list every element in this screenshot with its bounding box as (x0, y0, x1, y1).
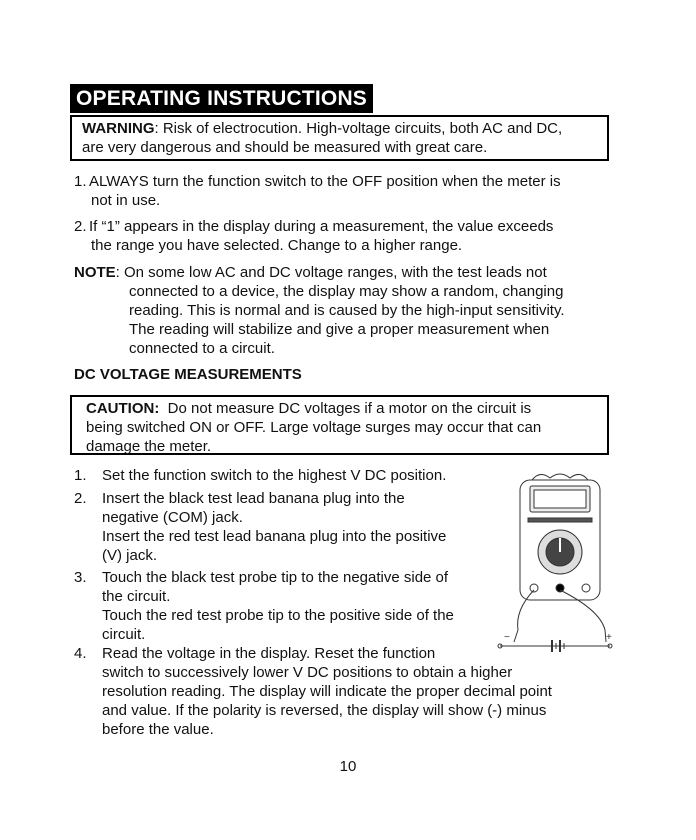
warning-line-1 (82, 119, 607, 138)
step-number: 1. (74, 467, 87, 484)
caution-line-1 (86, 399, 607, 418)
black-lead (518, 590, 534, 630)
section-title: OPERATING INSTRUCTIONS (70, 84, 373, 113)
note-text-3: reading. This is normal and is caused by the high-input sensitivity. (129, 302, 565, 319)
item-text-line: If “1” appears in the display during a measurement, the value exceeds (89, 218, 554, 235)
multimeter-icon (498, 474, 612, 652)
caution-text-1: Do not measure DC voltages if a motor on the circuit is (167, 400, 532, 417)
com-jack (530, 584, 538, 592)
warning-label: WARNING (82, 120, 155, 137)
step-text-line: the circuit. (102, 588, 171, 605)
page-number: 10 (339, 758, 357, 775)
item-text-line: ALWAYS turn the function switch to the OFF position when the meter is (89, 173, 561, 190)
caution-text-2: being switched ON or OFF. Large voltage surges may occur that can (86, 419, 542, 436)
multimeter-illustration (490, 470, 620, 660)
item-text-line: not in use. (91, 192, 161, 209)
black-probe (514, 630, 518, 642)
step-text-line: Insert the black test lead banana plug into the (102, 490, 405, 507)
step-text-line: Insert the red test lead banana plug into the positive (102, 528, 447, 545)
step-text-line: Touch the black test probe tip to the negative side of (102, 569, 449, 586)
item-text-line: the range you have selected. Change to a higher range. (91, 237, 463, 254)
item-number: 2. (74, 218, 87, 235)
step-text-line: Touch the red test probe tip to the positive side of the (102, 607, 454, 624)
step-number: 2. (74, 490, 87, 507)
item-number: 1. (74, 173, 87, 190)
caution-box (70, 395, 609, 455)
caution-text-3: damage the meter. (86, 438, 212, 455)
step-text-line: switch to successively lower V DC positions to obtain a higher (102, 664, 513, 681)
minus-sign: − (504, 632, 510, 643)
step-text-line: and value. If the polarity is reversed, the display will show (-) minus (102, 702, 547, 719)
note-text-2: connected to a device, the display may show a random, changing (129, 283, 564, 300)
note-label: NOTE (74, 264, 116, 281)
list-item (74, 172, 614, 210)
note-text-1: : On some low AC and DC voltage ranges, with the test leads not (115, 264, 547, 281)
plus-sign: + (606, 632, 612, 643)
note-text-4: The reading will stabilize and give a proper measurement when (129, 321, 550, 338)
dc-section-title: DC VOLTAGE MEASUREMENTS (74, 366, 302, 383)
step-text-line: (V) jack. (102, 547, 158, 564)
note-line-1 (74, 263, 547, 282)
warning-box (70, 115, 609, 161)
meter-top-edge (532, 474, 588, 480)
warning-text-2: are very dangerous and should be measured with great care. (82, 139, 488, 156)
note-text-5: connected to a circuit. (129, 340, 275, 357)
step-number: 3. (74, 569, 87, 586)
v-jack (556, 584, 564, 592)
warning-text-1: : Risk of electrocution. High-voltage circuits, both AC and DC, (154, 120, 563, 137)
step-text-line: Read the voltage in the display. Reset the function (102, 645, 436, 662)
meter-label-strip (528, 518, 592, 522)
step-text-line: resolution reading. The display will indicate the proper decimal point (102, 683, 552, 700)
a-jack (582, 584, 590, 592)
step-text-line: negative (COM) jack. (102, 509, 243, 526)
caution-label: CAUTION: (86, 400, 160, 417)
step-text-line: circuit. (102, 626, 146, 643)
list-item (74, 217, 614, 255)
meter-screen (534, 490, 586, 508)
step-text-line: Set the function switch to the highest V DC position. (102, 467, 447, 484)
step-number: 4. (74, 645, 87, 662)
step-text-line: before the value. (102, 721, 214, 738)
